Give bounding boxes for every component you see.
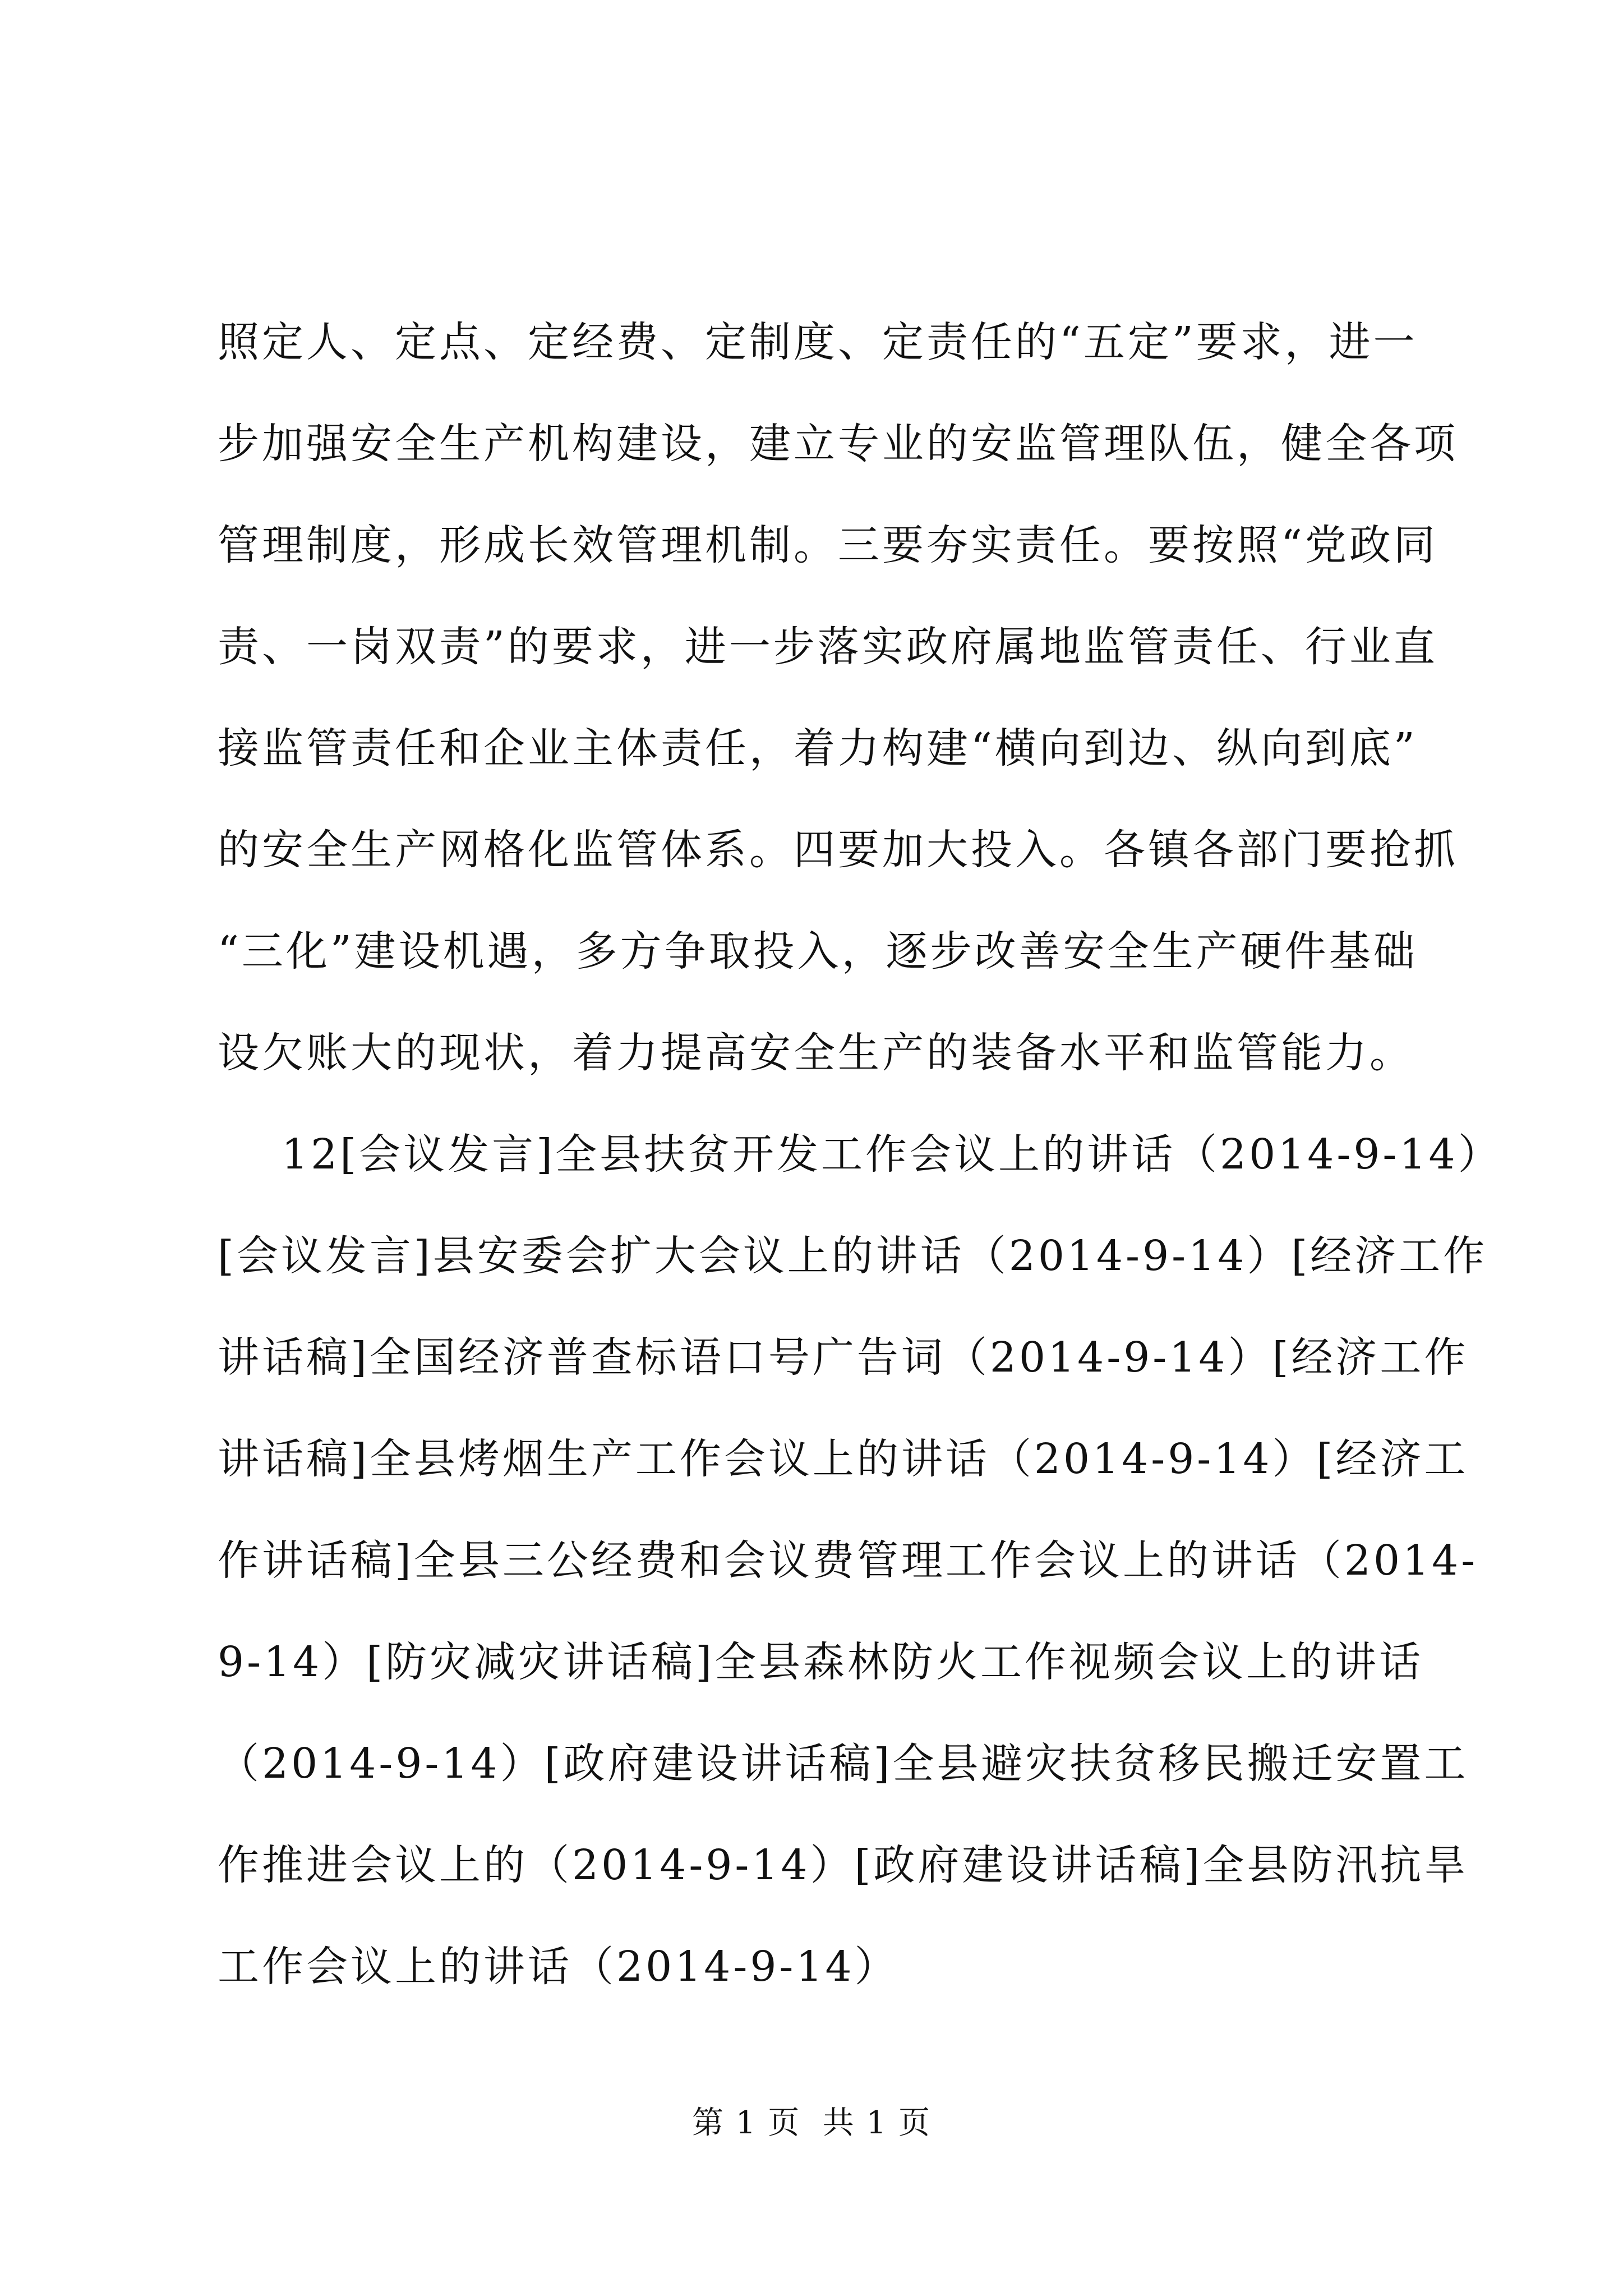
text-line: （2014-9-14）[政府建设讲话稿]全县避灾扶贫移民搬迁安置工 [218,1740,1469,1788]
text-line: 作讲话稿]全县三公经费和会议费管理工作会议上的讲话（2014- [218,1536,1478,1585]
text-line: 的安全生产网格化监管体系。四要加大投入。各镇各部门要抢抓 [218,826,1458,874]
text-line: 讲话稿]全国经济普查标语口号广告词（2014-9-14）[经济工作 [218,1333,1469,1382]
text-line: 设欠账大的现状，着力提高安全生产的装备水平和监管能力。 [218,1029,1414,1077]
text-line: 12[会议发言]全县扶贫开发工作会议上的讲话（2014-9-14） [218,1130,1502,1179]
text-line: “三化”建设机遇，多方争取投入，逐步改善安全生产硬件基础 [218,927,1418,976]
text-line: 照定人、定点、定经费、定制度、定责任的“五定”要求，进一 [218,318,1418,366]
page-footer [0,2101,1623,2146]
text-line: 讲话稿]全县烤烟生产工作会议上的讲话（2014-9-14）[经济工 [218,1435,1469,1483]
document-body [218,292,1502,2018]
text-line: 步加强安全生产机构建设，建立专业的安监管理队伍，健全各项 [218,420,1458,468]
text-line: 9-14）[防灾减灾讲话稿]全县森林防火工作视频会议上的讲话 [218,1638,1423,1686]
text-line: 作推进会议上的（2014-9-14）[政府建设讲话稿]全县防汛抗旱 [218,1841,1469,1889]
text-line: [会议发言]县安委会扩大会议上的讲话（2014-9-14）[经济工作 [218,1232,1488,1280]
text-line: 接监管责任和企业主体责任，着力构建“横向到边、纵向到底” [218,724,1418,772]
text-line: 管理制度，形成长效管理机制。三要夯实责任。要按照“党政同 [218,521,1438,569]
text-line: 工作会议上的讲话（2014-9-14） [218,1943,899,1991]
page-number-label: 第 1 页 共 1 页 [691,2105,932,2141]
text-line: 责、一岗双责”的要求，进一步落实政府属地监管责任、行业直 [218,623,1438,671]
